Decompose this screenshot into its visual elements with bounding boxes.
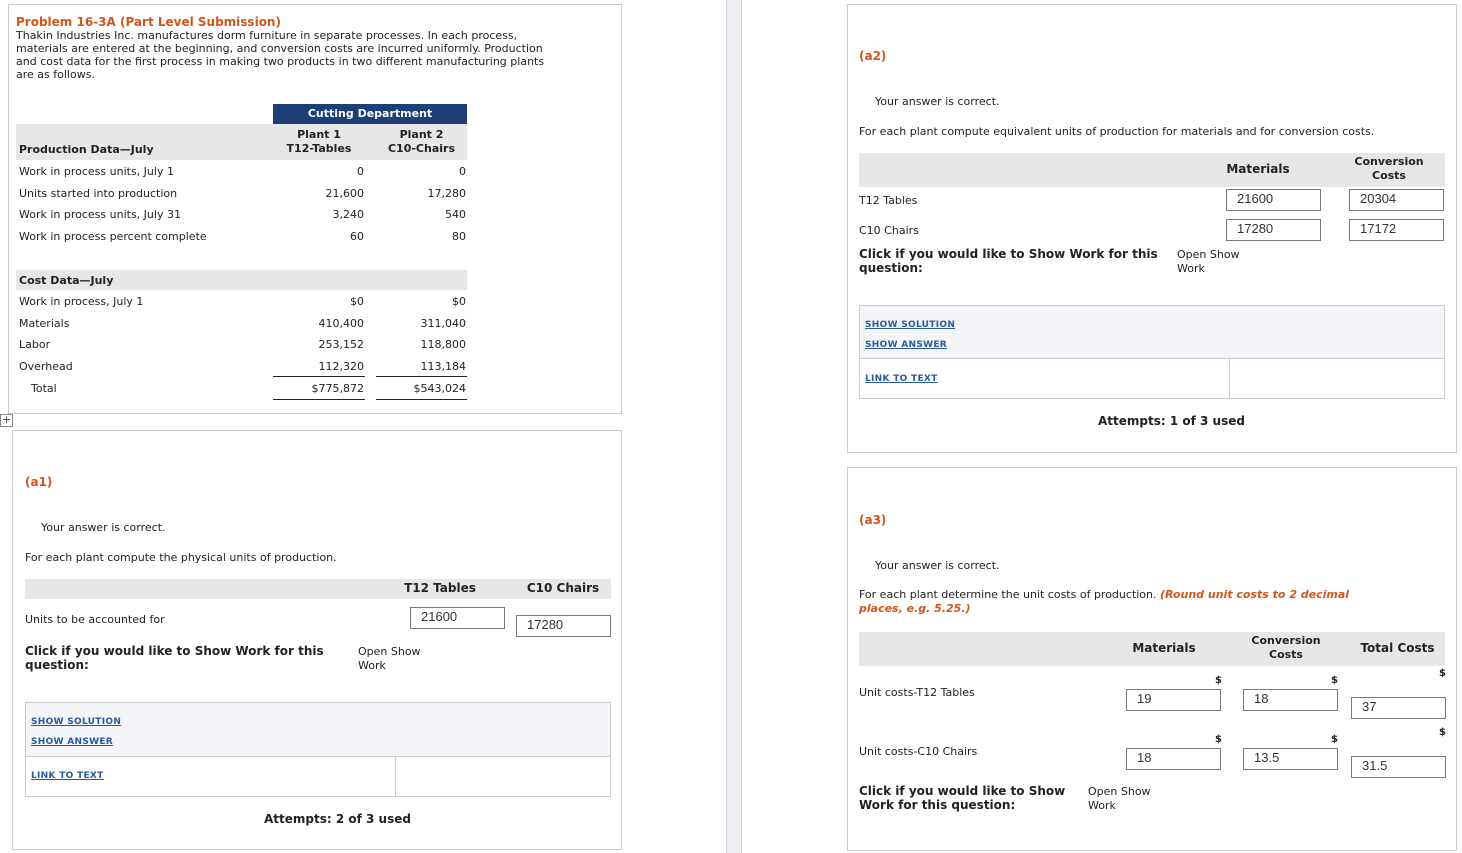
a2-row-label: C10 Chairs — [859, 224, 919, 237]
a1-col-c10: C10 Chairs — [526, 581, 600, 595]
a1-label: (a1) — [25, 475, 53, 489]
units-t12-input[interactable]: 21600 — [410, 607, 505, 629]
plant2-header: Plant 2 C10-Chairs — [387, 128, 455, 155]
move-handle-icon[interactable]: + — [1, 413, 12, 426]
dollar-sign: $ — [1331, 675, 1338, 686]
a2-correct-message: Your answer is correct. — [875, 95, 1000, 108]
a1-row-label: Units to be accounted for — [25, 613, 165, 626]
a1-attempts: Attempts: 2 of 3 used — [264, 812, 411, 826]
a3-col-total: Total Costs — [1360, 641, 1435, 655]
a2-show-work-label: Click if you would like to Show Work for this question: — [859, 247, 1158, 275]
a3-correct-message: Your answer is correct. — [875, 559, 1000, 572]
a3-row-label: Unit costs-T12 Tables — [859, 686, 975, 699]
department-header: Cutting Department — [273, 104, 467, 124]
uc-t12-materials-input[interactable]: 19 — [1126, 689, 1221, 711]
a2-links-box — [859, 305, 1445, 359]
pane-divider[interactable] — [726, 0, 742, 853]
uc-t12-conversion-input[interactable]: 18 — [1243, 689, 1338, 711]
a3-open-show-work[interactable]: Open Show Work — [1088, 785, 1151, 812]
eu-t12-conversion-input[interactable]: 20304 — [1349, 189, 1444, 211]
a2-col-conversion: Conversion Costs — [1354, 155, 1424, 182]
eu-t12-materials-input[interactable]: 21600 — [1226, 189, 1321, 211]
a3-row-label: Unit costs-C10 Chairs — [859, 745, 978, 758]
a1-links-box — [25, 702, 611, 757]
a1-show-answer-link[interactable]: SHOW ANSWER — [31, 737, 114, 747]
a2-show-answer-link[interactable]: SHOW ANSWER — [865, 340, 948, 350]
a1-open-show-work[interactable]: Open Show Work — [358, 645, 421, 672]
subtotal-rule — [273, 376, 365, 377]
uc-c10-total-input[interactable]: 31.5 — [1351, 756, 1446, 778]
problem-description: Thakin Industries Inc. manufactures dorm furniture in separate processes. In each process, materials are entered at the beginning, and conversion costs are incurred uniformly. Production and cost data for the first process in making two products in two different manufacturing plants are as follows. — [16, 29, 545, 81]
plant1-header: Plant 1 T12-Tables — [286, 128, 352, 155]
a1-link-to-text[interactable]: LINK TO TEXT — [31, 771, 104, 781]
a1-correct-message: Your answer is correct. — [41, 521, 166, 534]
a2-empty-box — [1229, 358, 1445, 399]
a2-open-show-work[interactable]: Open Show Work — [1177, 248, 1240, 275]
a3-col-conversion: Conversion Costs — [1251, 634, 1321, 661]
total-rule — [273, 399, 365, 400]
eu-c10-conversion-input[interactable]: 17172 — [1349, 219, 1444, 241]
subtotal-rule — [376, 376, 467, 377]
dollar-sign: $ — [1331, 734, 1338, 745]
units-c10-input[interactable]: 17280 — [516, 615, 611, 637]
dollar-sign: $ — [1215, 675, 1222, 686]
uc-t12-total-input[interactable]: 37 — [1351, 697, 1446, 719]
a3-col-materials: Materials — [1132, 641, 1196, 655]
a2-col-materials: Materials — [1226, 162, 1290, 176]
total-rule — [376, 399, 467, 400]
a3-instruction: For each plant determine the unit costs of production. (Round unit costs to 2 decimal places, e.g. 5.25.) — [859, 588, 1350, 615]
a2-attempts: Attempts: 1 of 3 used — [1098, 414, 1245, 428]
a2-row-label: T12 Tables — [859, 194, 918, 207]
a1-instruction: For each plant compute the physical units of production. — [25, 551, 337, 564]
uc-c10-materials-input[interactable]: 18 — [1126, 748, 1221, 770]
a1-show-work-label: Click if you would like to Show Work for this question: — [25, 644, 324, 672]
dollar-sign: $ — [1439, 668, 1446, 679]
a2-link-to-text[interactable]: LINK TO TEXT — [865, 374, 938, 384]
a2-instruction: For each plant compute equivalent units of production for materials and for conversion costs. — [859, 125, 1375, 138]
a3-label: (a3) — [859, 513, 887, 527]
a1-show-solution-link[interactable]: SHOW SOLUTION — [31, 717, 122, 727]
eu-c10-materials-input[interactable]: 17280 — [1226, 219, 1321, 241]
a2-show-solution-link[interactable]: SHOW SOLUTION — [865, 320, 956, 330]
a1-col-t12: T12 Tables — [404, 581, 476, 595]
dollar-sign: $ — [1215, 734, 1222, 745]
production-data-heading: Production Data—July — [19, 143, 154, 156]
uc-c10-conversion-input[interactable]: 13.5 — [1243, 748, 1338, 770]
a3-show-work-label: Click if you would like to Show Work for this question: — [859, 784, 1066, 812]
problem-title: Problem 16-3A (Part Level Submission) — [16, 15, 281, 29]
a1-empty-box — [395, 756, 611, 797]
a2-label: (a2) — [859, 49, 887, 63]
dollar-sign: $ — [1439, 727, 1446, 738]
cost-data-heading: Cost Data—July — [19, 274, 114, 287]
